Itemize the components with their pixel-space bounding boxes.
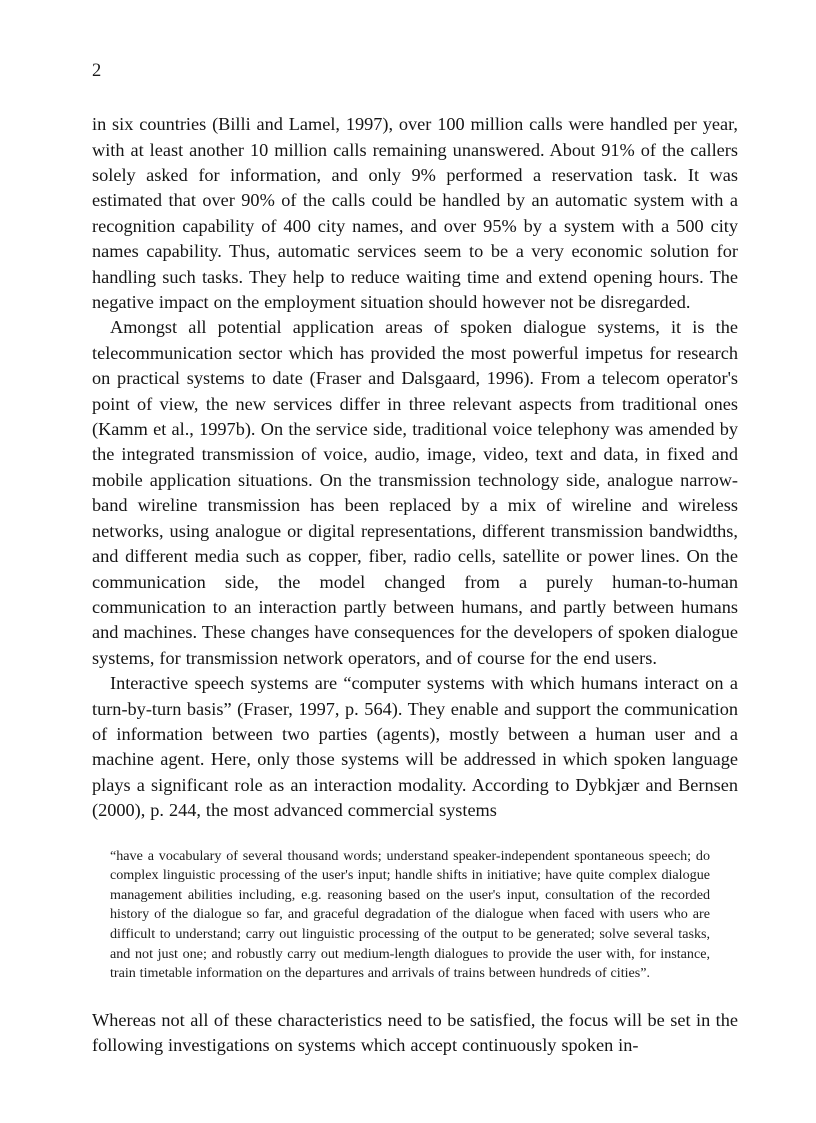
page-text-column: [92, 60, 738, 1059]
body-paragraph-interactive-speech-systems: Interactive speech systems are “computer systems with which humans interact on a turn-by-turn basis” (Fraser, 1997, p. 564). They enable and support the communication of information between two parties (agents), mostly between a human user and a machine agent. Here, only those systems will be addressed in which spoken language plays a significant role as an interaction modality. According to Dybkjær and Bernsen (2000), p. 244, the most advanced commercial systems: [92, 673, 738, 821]
body-paragraph-whereas-characteristics: Whereas not all of these characteristics need to be satisfied, the focus will be set in the following investigations on systems which accept continuously spoken in-: [92, 1009, 738, 1056]
block-quotation-text: “have a vocabulary of several thousand words; understand speaker-independent spontaneous speech; do complex linguistic processing of the user's input; handle shifts in initiative; have quite complex dialogue management abilities including, e.g. reasoning based on the user's input, consultation of the recorded history of the dialogue so far, and graceful degradation of the dialogue when faced with users who are difficult to understand; carry out linguistic processing of the output to be generated; solve several tasks, and not just one; and robustly carry out medium-length dialogues to provide the user with, for instance, train timetable information on the departures and arrivals of trains between hundreds of cities”.: [110, 847, 710, 982]
body-paragraph-callers-statistics: in six countries (Billi and Lamel, 1997), over 100 million calls were handled per year, with at least another 10 million calls remaining unanswered. About 91% of the callers solely asked for information, and only 9% performed a reservation task. It was estimated that over 90% of the calls could be handled by an automatic system with a recognition capability of 400 city names, and over 95% by a system with a 500 city names capability. Thus, automatic services seem to be a very economic solution for handling such tasks. They help to reduce waiting time and extend opening hours. The negative impact on the employment situation should however not be disregarded.: [92, 114, 738, 313]
page-number: 2: [92, 61, 102, 81]
block-quotation: [92, 847, 738, 984]
body-paragraph-telecommunication-sector: Amongst all potential application areas of spoken dialogue systems, it is the telecommunication sector which has provided the most powerful impetus for research on practical systems to date (Fraser and Dalsgaard, 1996). From a telecom operator's point of view, the new services differ in three relevant aspects from traditional ones (Kamm et al., 1997b). On the service side, traditional voice telephony was amended by the integrated transmission of voice, audio, image, video, text and data, in fixed and mobile application situations. On the transmission technology side, analogue narrow-band wireline transmission has been replaced by a mix of wireline and wireless networks, using analogue or digital representations, different transmission bandwidths, and different media such as copper, fiber, radio cells, satellite or power lines. On the communication side, the model changed from a purely human-to-human communication to an interaction partly between humans, and partly between humans and machines. These changes have consequences for the developers of spoken dialogue systems, for transmission network operators, and of course for the end users.: [92, 317, 738, 668]
